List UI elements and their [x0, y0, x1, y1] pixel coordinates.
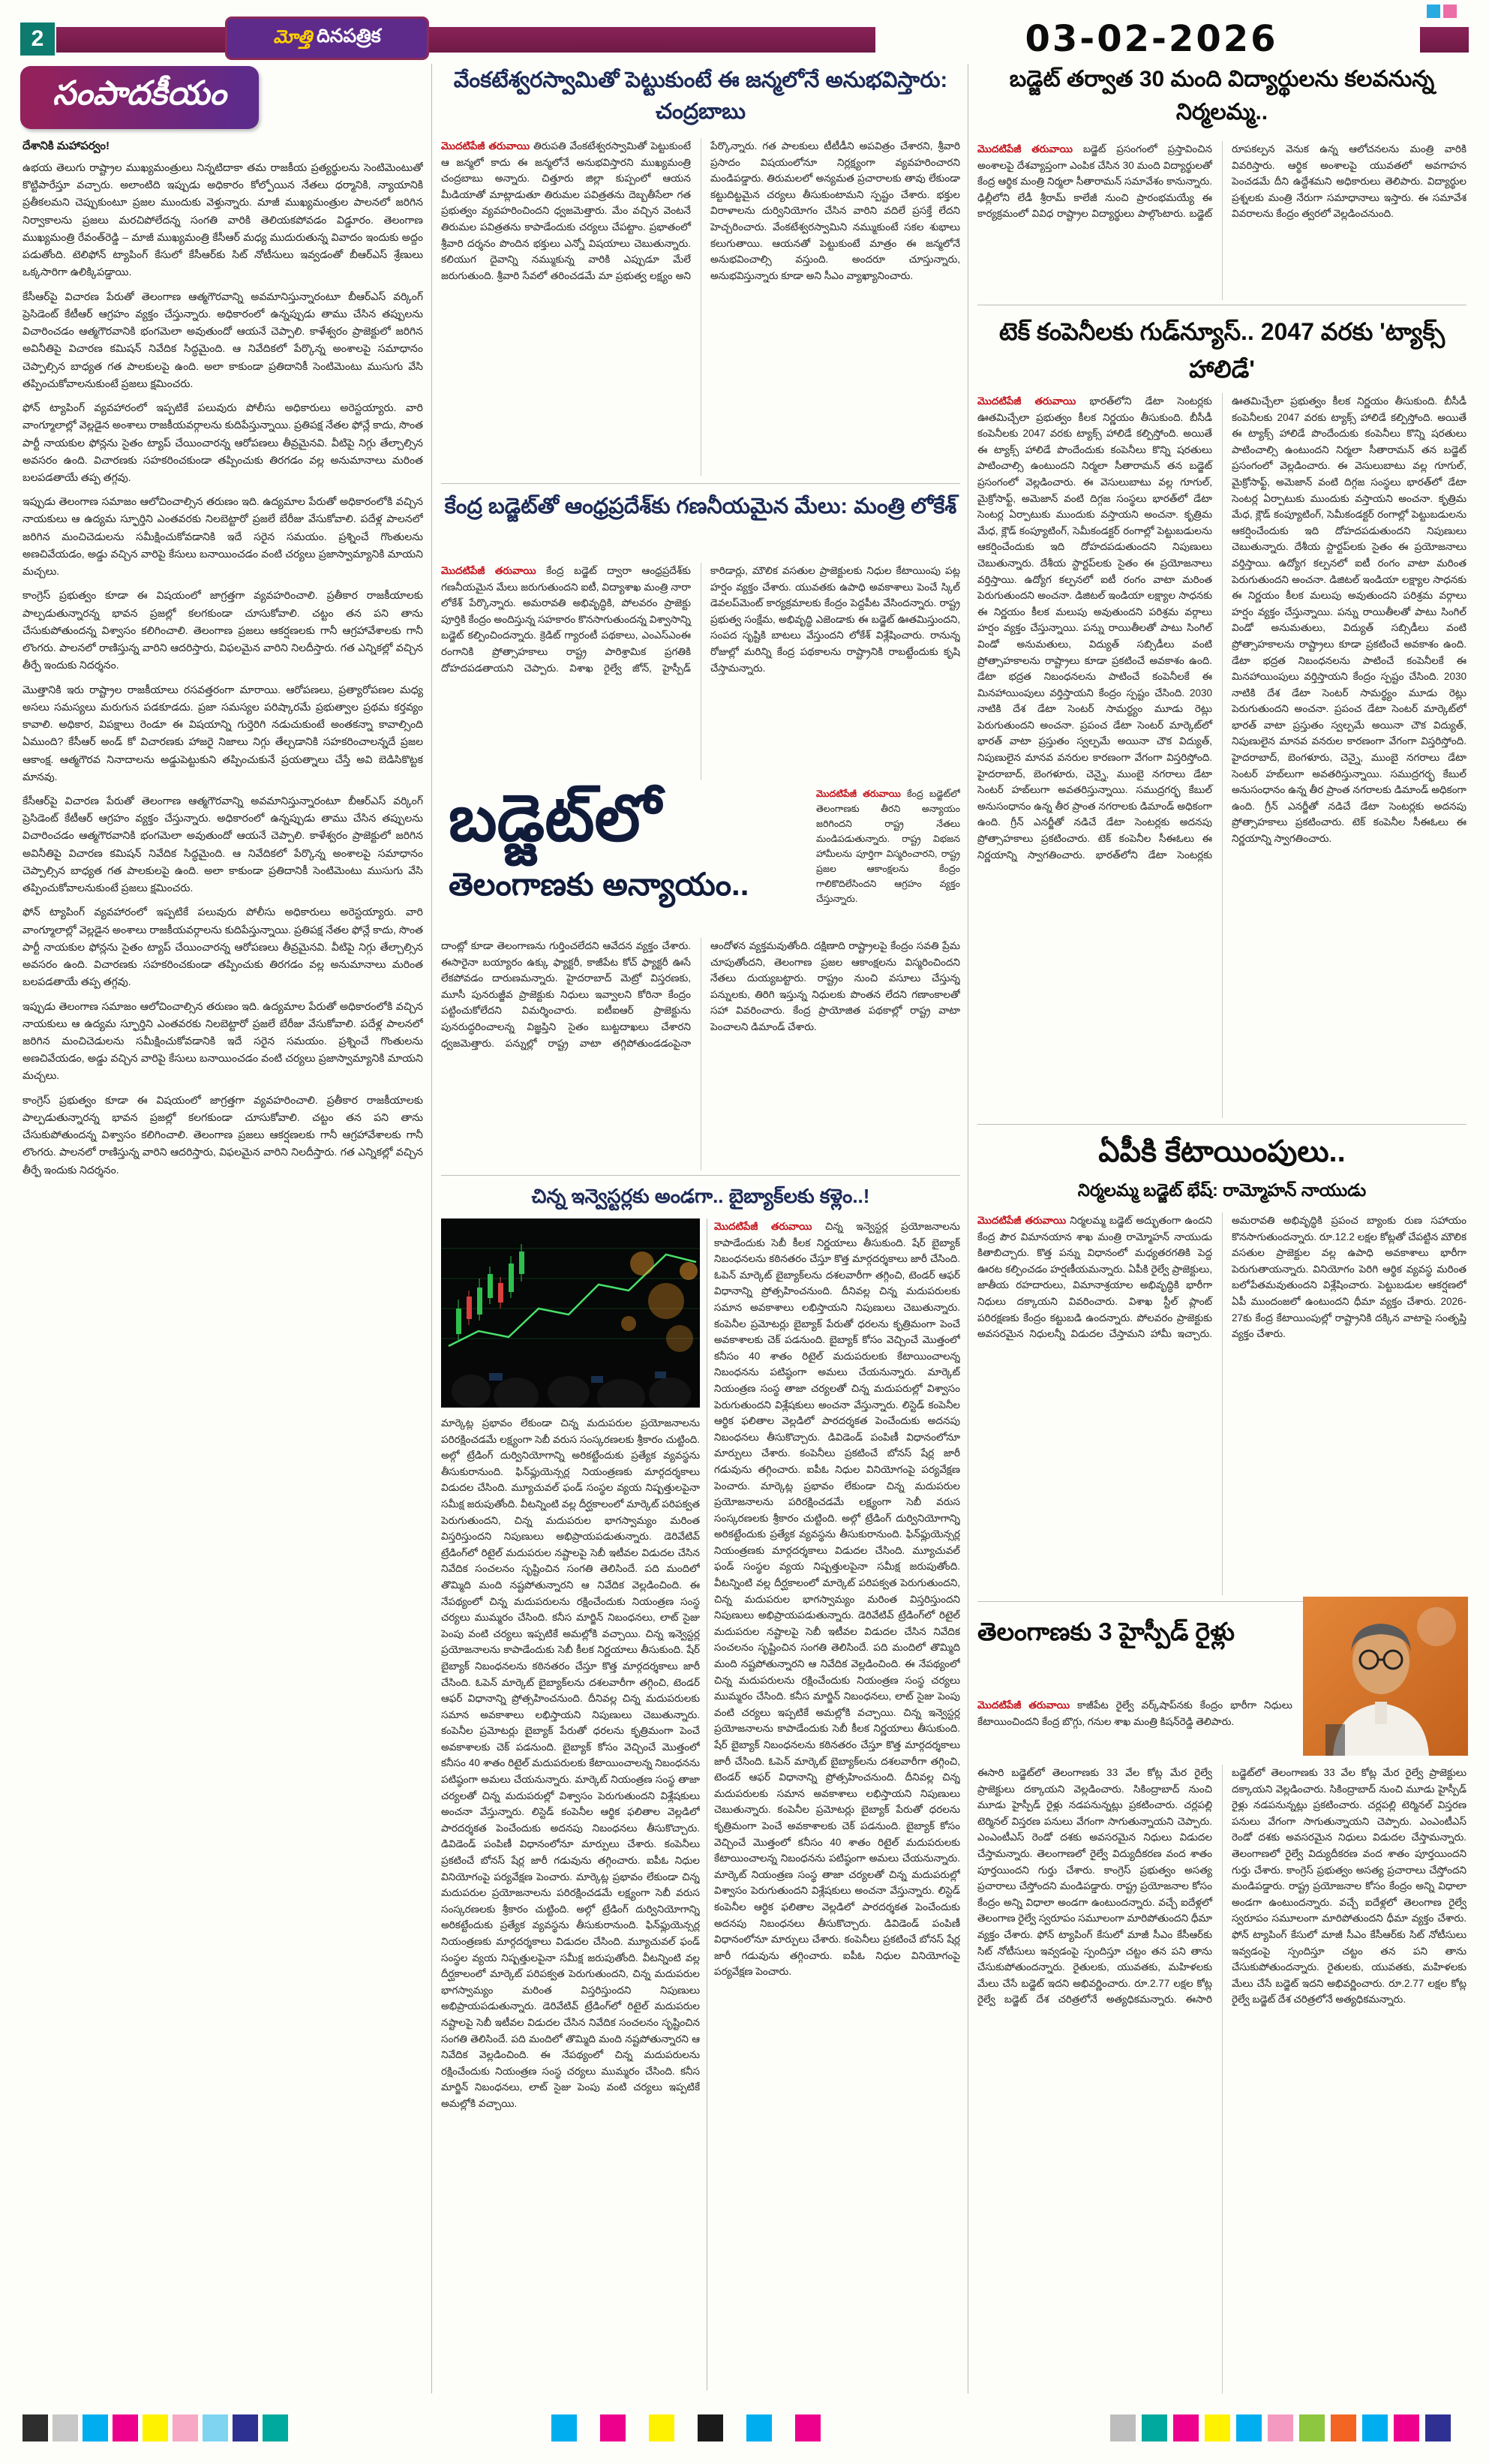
color-bar-swatch — [1331, 2414, 1356, 2441]
continued-from-page1: మొదటిపేజీ తరువాయి — [441, 565, 536, 576]
page-number: 2 — [20, 23, 55, 56]
color-bar-swatch — [551, 2414, 577, 2441]
color-bar-swatch — [143, 2414, 168, 2441]
editorial-body — [23, 159, 423, 2391]
continued-from-page1: మొదటిపేజీ తరువాయి — [977, 143, 1073, 155]
color-bar-swatch — [1205, 2414, 1230, 2441]
article-body-buyback-left — [441, 1415, 700, 2390]
article-text: భారత్‌లోని డేటా సెంటర్లకు ఊతమిచ్చేలా ప్రభుత్వం కీలక నిర్ణయం తీసుకుంది. బీసీడీ కంపెనీలకు 2047 వరకు ట్యాక్స్ హాలిడే కల్పిస్తోంది. అయితే ఈ ట్యాక్స్ హాలిడే పొందేందుకు కంపెనీలు కొన్ని షరతులు పాటించాల్సి ఉంటుందని నిర్మలా సీతారామన్ తన బడ్జెట్ ప్రసంగంలో వెల్లడించారు. ఈ వెసులుబాటు వల్ల గూగుల్, మైక్రోసాఫ్ట్, అమెజాన్ వంటి దిగ్గజ సంస్థలు భారత్‌లో డేటా సెంటర్ల ఏర్పాటుకు ముందుకు వస్తాయని అంచనా. కృత్రిమ మేధ, క్లౌడ్ కంప్యూటింగ్, సెమీకండక్టర్ రంగాల్లో పెట్టుబడులను ఆకర్షించేందుకు ఇది దోహదపడుతుందని నిపుణులు చెబుతున్నారు. దేశీయ స్టార్టప్‌లకు సైతం ఈ ప్రయోజనాలు వర్తిస్తాయి. ఉద్యోగ కల్పనలో ఐటీ రంగం వాటా మరింత పెరుగుతుందని అంచనా. డిజిటల్ ఇండియా లక్ష్యాల సాధనకు ఈ నిర్ణయం కీలక మలుపు అవుతుందని పరిశ్రమ వర్గాలు హర్షం వ్యక్తం చేస్తున్నాయి. పన్ను రాయితీలతో పాటు సింగిల్ విండో అనుమతులు, విద్యుత్ సబ్సిడీలు వంటి ప్రోత్సాహకాలను రాష్ట్రాలు కూడా ప్రకటించే అవకాశం ఉంది. డేటా భద్రత నిబంధనలను పాటించే కంపెనీలకే ఈ మినహాయింపులు వర్తిస్తాయని కేంద్రం స్పష్టం చేసింది. 2030 నాటికి దేశ డేటా సెంటర్ సామర్థ్యం మూడు రెట్లు పెరుగుతుందని అంచనా. ప్రపంచ డేటా సెంటర్ మార్కెట్‌లో భారత్ వాటా ప్రస్తుతం స్వల్పమే అయినా చౌక విద్యుత్, నిపుణులైన మానవ వనరుల కారణంగా వేగంగా విస్తరిస్తోంది. హైదరాబాద్, బెంగళూరు, చెన్నై, ముంబై నగరాలు డేటా సెంటర్ హబ్‌లుగా అవతరిస్తున్నాయి. సముద్రగర్భ కేబుల్ అనుసంధానం ఉన్న తీర ప్రాంత నగరాలకు డిమాండ్ అధికంగా ఉంది. గ్రీన్ ఎనర్జీతో నడిచే డేటా సెంటర్లకు అదనపు ప్రోత్సాహకాలు ప్రకటించారు. టెక్ కంపెనీల సీఈఓలు ఈ నిర్ణయాన్ని స్వాగతించారు. — [1095, 395, 1466, 861]
article-headline-nirmala-students: బడ్జెట్ తర్వాత 30 మంది విద్యార్థులను కలవనున్న నిర్మలమ్మ.. — [1009, 67, 1435, 125]
article-body-lokesh — [441, 563, 960, 780]
color-bar-swatch — [203, 2414, 228, 2441]
big-headline-injustice: తెలంగాణకు అన్యాయం.. — [449, 867, 749, 902]
editorial-lead: దేశానికి మహాపర్వం! — [23, 140, 110, 152]
color-bar-swatch — [1268, 2414, 1293, 2441]
article-divider — [441, 1175, 960, 1176]
article-side-column-budget-injustice — [816, 786, 960, 927]
color-bar-swatch — [23, 2414, 48, 2441]
article-intro-highspeed-trains — [977, 1697, 1292, 1759]
article-text: చిన్న ఇన్వెస్టర్ల ప్రయోజనాలను కాపాడేందుకు సెబీ కీలక నిర్ణయాలు తీసుకుంది. షేర్ బైబ్యాక్ నిబంధనలను కఠినతరం చేస్తూ కొత్త మార్గదర్శకాలు జారీ చేసింది. ఓపెన్ మార్కెట్ బైబ్యాక్‌లను దశలవారీగా తగ్గించి, టెండర్ ఆఫర్ విధానాన్ని ప్రోత్సహించనుంది. దీనివల్ల చిన్న మదుపరులకు సమాన అవకాశాలు లభిస్తాయని నిపుణులు చెబుతున్నారు. కంపెనీల ప్రమోటర్లు బైబ్యాక్ పేరుతో ధరలను కృత్రిమంగా పెంచే అవకాశాలకు చెక్ పడనుంది. బైబ్యాక్ కోసం వెచ్చించే మొత్తంలో కనీసం 40 శాతం రిటైల్ మదుపరులకు కేటాయించాలన్న నిబంధనను పటిష్ఠంగా అమలు చేయనున్నారు. మార్కెట్ నియంత్రణ సంస్థ తాజా చర్యలతో చిన్న మదుపరుల్లో విశ్వాసం పెరుగుతుందని విశ్లేషకులు అంచనా వేస్తున్నారు. లిస్టెడ్ కంపెనీల ఆర్థిక ఫలితాల వెల్లడిలో పారదర్శకత పెంచేందుకు అదనపు నిబంధనలు తీసుకొచ్చారు. డివిడెండ్ పంపిణీ విధానంలోనూ మార్పులు చేశారు. కంపెనీలు ప్రకటించే బోనస్ షేర్ల జారీ గడువును తగ్గించారు. ఐపీఓ నిధుల వినియోగంపై పర్యవేక్షణ పెంచారు. — [714, 1706, 960, 1978]
article-body-ap-allocations — [977, 1212, 1466, 1595]
color-bar-swatch — [1425, 2414, 1451, 2441]
article-body-highspeed-trains — [977, 1765, 1466, 2393]
editorial-paragraph: ఫోన్ ట్యాపింగ్ వ్యవహారంలో ఇప్పటికే పలువురు పోలీసు అధికారులు అరెస్టయ్యారు. వారి వాంగ్మూలాల్లో వెల్లడైన అంశాలు రాజకీయవర్గాలను కుదిపేస్తున్నాయి. ప్రతిపక్ష నేతల ఫోన్లే కాదు, సొంత పార్టీ నాయకుల ఫోన్లను సైతం ట్యాప్ చేయించారన్న ఆరోపణలు తీవ్రమైనవి. వీటిపై నిగ్గు తేల్చాల్సిన అవసరం ఉంది. విచారణకు సహకరించకుండా తప్పించుకు తిరగడం వల్ల అనుమానాలు మరింత బలపడతాయే తప్ప తగ్గవు. — [23, 401, 423, 483]
color-bar-swatch — [698, 2414, 723, 2441]
color-bar-swatch — [263, 2414, 288, 2441]
continued-from-page1: మొదటిపేజీ తరువాయి — [977, 1215, 1067, 1226]
editorial-paragraph: కేసీఆర్‌పై విచారణ పేరుతో తెలంగాణ ఆత్మగౌరవాన్ని అవమానిస్తున్నారంటూ బీఆర్ఎస్ వర్కింగ్ ప్రెసిడెంట్ కేటీఆర్ ఆగ్రహం వ్యక్తం చేస్తున్నారు. అధికారంలో ఉన్నప్పుడు తాము చేసిన తప్పులను విచారించడం ఆత్మగౌరవానికి భంగమెలా అవుతుందో ఆయనే చెప్పాలి. కాళేశ్వరం ప్రాజెక్టులో జరిగిన అవినీతిపై విచారణ కమిషన్ నివేదిక సిద్ధమైంది. ఆ నివేదికలో పేర్కొన్న అంశాలపై సమాధానం చెప్పాల్సిన బాధ్యత గత పాలకులపై ఉంది. అలా కాకుండా ప్రతిదానికీ సెంటిమెంటు ముసుగు వేసి తప్పించుకోవాలనుకుంటే ప్రజలు క్షమించరు. — [23, 794, 423, 894]
article-body-tax-holiday — [977, 393, 1466, 1118]
article-headline-buyback: చిన్న ఇన్వెస్టర్లకు అండగా.. బైబ్యాక్‌లకు కళ్లెం..! — [531, 1185, 870, 1207]
article-headline-chandrababu: వేంకటేశ్వరస్వామితో పెట్టుకుంటే ఈ జన్మలోనే అనుభవిస్తారు: చంద్రబాబు — [453, 68, 948, 125]
article-text: భారత్‌లోని డేటా సెంటర్లకు ఊతమిచ్చేలా ప్రభుత్వం కీలక నిర్ణయం తీసుకుంది. బీసీడీ కంపెనీలకు 2047 వరకు ట్యాక్స్ హాలిడే కల్పిస్తోంది. అయితే ఈ ట్యాక్స్ హాలిడే పొందేందుకు కంపెనీలు కొన్ని షరతులు పాటించాల్సి ఉంటుందని నిర్మలా సీతారామన్ తన బడ్జెట్ ప్రసంగంలో వెల్లడించారు. ఈ వెసులుబాటు వల్ల గూగుల్, మైక్రోసాఫ్ట్, అమెజాన్ వంటి దిగ్గజ సంస్థలు భారత్‌లో డేటా సెంటర్ల ఏర్పాటుకు ముందుకు వస్తాయని అంచనా. కృత్రిమ మేధ, క్లౌడ్ కంప్యూటింగ్, సెమీకండక్టర్ రంగాల్లో పెట్టుబడులను ఆకర్షించేందుకు ఇది దోహదపడుతుందని నిపుణులు చెబుతున్నారు. దేశీయ స్టార్టప్‌లకు సైతం ఈ ప్రయోజనాలు వర్తిస్తాయి. ఉద్యోగ కల్పనలో ఐటీ రంగం వాటా మరింత పెరుగుతుందని అంచనా. డిజిటల్ ఇండియా లక్ష్యాల సాధనకు ఈ నిర్ణయం కీలక మలుపు అవుతుందని పరిశ్రమ వర్గాలు హర్షం వ్యక్తం చేస్తున్నాయి. పన్ను రాయితీలతో పాటు సింగిల్ విండో అనుమతులు, విద్యుత్ సబ్సిడీలు వంటి ప్రోత్సాహకాలను రాష్ట్రాలు కూడా ప్రకటించే అవకాశం ఉంది. డేటా భద్రత నిబంధనలను పాటించే కంపెనీలకే ఈ మినహాయింపులు వర్తిస్తాయని కేంద్రం స్పష్టం చేసింది. 2030 నాటికి దేశ డేటా సెంటర్ సామర్థ్యం మూడు రెట్లు పెరుగుతుందని అంచనా. ప్రపంచ డేటా సెంటర్ మార్కెట్‌లో భారత్ వాటా ప్రస్తుతం స్వల్పమే అయినా చౌక విద్యుత్, నిపుణులైన మానవ వనరుల కారణంగా వేగంగా విస్తరిస్తోంది. హైదరాబాద్, బెంగళూరు, చెన్నై, ముంబై నగరాలు డేటా సెంటర్ హబ్‌లుగా అవతరిస్తున్నాయి. సముద్రగర్భ కేబుల్ అనుసంధానం ఉన్న తీర ప్రాంత నగరాలకు డిమాండ్ అధికంగా ఉంది. గ్రీన్ ఎనర్జీతో నడిచే డేటా సెంటర్లకు అదనపు ప్రోత్సాహకాలు ప్రకటించారు. టెక్ కంపెనీల సీఈఓలు ఈ నిర్ణయాన్ని స్వాగతించారు. — [977, 395, 1212, 861]
stock-market-photo — [441, 1218, 700, 1408]
article-text: మార్కెట్ల ప్రభావం లేకుండా చిన్న మదుపరుల ప్రయోజనాలను పరిరక్షించడమే లక్ష్యంగా సెబీ వరుస సంస్కరణలకు శ్రీకారం చుట్టింది. అల్గో ట్రేడింగ్ దుర్వినియోగాన్ని అరికట్టేందుకు ప్రత్యేక వ్యవస్థను తీసుకురానుంది. ఫిన్‌ఫ్లుయెన్సర్ల నియంత్రణకు మార్గదర్శకాలు విడుదల చేసింది. మ్యూచువల్ ఫండ్ సంస్థల వ్యయ నిష్పత్తులపైనా సమీక్ష జరుపుతోంది. వీటన్నింటి వల్ల దీర్ఘకాలంలో మార్కెట్ పరిపక్వత పెరుగుతుందని, చిన్న మదుపరుల భాగస్వామ్యం మరింత విస్తరిస్తుందని నిపుణులు అభిప్రాయపడుతున్నారు. డెరివేటివ్ ట్రేడింగ్‌లో రిటైల్ మదుపరుల నష్టాలపై సెబీ ఇటీవల విడుదల చేసిన నివేదిక సంచలనం సృష్టించిన సంగతి తెలిసిందే. పది మందిలో తొమ్మిది మంది నష్టపోతున్నారని ఆ నివేదిక వెల్లడించింది. ఈ నేపథ్యంలో చిన్న మదుపరులను రక్షించేందుకు నియంత్రణ సంస్థ చర్యలు ముమ్మరం చేసింది. కనీస మార్జిన్ నిబంధనలు, లాట్ సైజు పెంపు వంటి చర్యలు ఇప్పటికే అమల్లోకి వచ్చాయి. — [714, 1480, 960, 1718]
editorial-paragraph: ఇప్పుడు తెలంగాణ సమాజం ఆలోచించాల్సిన తరుణం ఇది. ఉద్యమాల పేరుతో అధికారంలోకి వచ్చిన నాయకులు ఆ ఉద్యమ స్ఫూర్తిని ఎంతవరకు నిలబెట్టారో ప్రజలే బేరీజు వేసుకోవాలి. పదేళ్ల పాలనలో జరిగిన మంచిచెడులను సమీక్షించుకోవడానికి ఇదే సరైన సమయం. ప్రశ్నించే గొంతులను అణచివేయడం, అడ్డు వచ్చిన వారిపై కేసులు బనాయించడం వంటి చర్యలు ప్రజాస్వామ్యానికి మాయని మచ్చలు. — [23, 495, 423, 578]
editorial-paragraph: ఇప్పుడు తెలంగాణ సమాజం ఆలోచించాల్సిన తరుణం ఇది. ఉద్యమాల పేరుతో అధికారంలోకి వచ్చిన నాయకులు ఆ ఉద్యమ స్ఫూర్తిని ఎంతవరకు నిలబెట్టారో ప్రజలే బేరీజు వేసుకోవాలి. పదేళ్ల పాలనలో జరిగిన మంచిచెడులను సమీక్షించుకోవడానికి ఇదే సరైన సమయం. ప్రశ్నించే గొంతులను అణచివేయడం, అడ్డు వచ్చిన వారిపై కేసులు బనాయించడం వంటి చర్యలు ప్రజాస్వామ్యానికి మాయని మచ్చలు. — [23, 999, 423, 1082]
article-headline-lokesh: కేంద్ర బడ్జెట్‌తో ఆంధ్రప్రదేశ్‌కు గణనీయమైన మేలు: మంత్రి లోకేశ్ — [444, 494, 957, 518]
logo-main-text: దినపత్రిక — [317, 25, 381, 47]
article-text: కాజీపేట రైల్వే వర్క్‌షాప్‌నకు కేంద్రం భారీగా నిధులు కేటాయించిందని కేంద్ర బొగ్గు, గనుల శాఖ మంత్రి కిషన్‌రెడ్డి తెలిపారు. — [977, 1699, 1292, 1727]
article-body-buyback-right — [714, 1218, 960, 2390]
article-headline-ap-allocations: ఏపీకి కేటాయింపులు.. — [1098, 1135, 1346, 1168]
article-body-budget-injustice — [441, 938, 960, 1170]
editorial-paragraph: ఉభయ తెలుగు రాష్ట్రాల ముఖ్యమంత్రులు నిన్నటిదాకా తమ రాజకీయ ప్రత్యర్థులను సెంటిమెంటుతో కొట్టిపారేస్తూ వచ్చారు. అలాంటిది ఇప్పుడు అధికారం కోల్పోయిన నేతలు ధర్మానికి, న్యాయానికి ప్రతీకలమని చెప్పుకుంటూ ప్రజల ముందుకు వెళ్తున్నారు. మాజీ ముఖ్యమంత్రుల పాలనలో జరిగిన నిర్వాకాలను ప్రజలు మరచిపోలేదన్న సంగతి వారికి తెలియకపోవడం విడ్డూరం. తెలంగాణ ముఖ్యమంత్రి రేవంత్‌రెడ్డి – మాజీ ముఖ్యమంత్రి కేసీఆర్ మధ్య ముదురుతున్న వివాదం ఇందుకు అద్దం పడుతోంది. టెలిఫోన్ ట్యాపింగ్ కేసులో కేసీఆర్‌కు సిట్ నోటీసులు ఇవ్వడంతో బీఆర్ఎస్ శ్రేణులు ఒక్కసారిగా ఉలిక్కిపడ్డాయి. — [23, 161, 423, 278]
color-bar-swatch — [649, 2414, 674, 2441]
logo-script-text: మోత్తి — [273, 25, 313, 47]
article-text: చిన్న ఇన్వెస్టర్ల ప్రయోజనాలను కాపాడేందుకు సెబీ కీలక నిర్ణయాలు తీసుకుంది. షేర్ బైబ్యాక్ నిబంధనలను కఠినతరం చేస్తూ కొత్త మార్గదర్శకాలు జారీ చేసింది. ఓపెన్ మార్కెట్ బైబ్యాక్‌లను దశలవారీగా తగ్గించి, టెండర్ ఆఫర్ విధానాన్ని ప్రోత్సహించనుంది. దీనివల్ల చిన్న మదుపరులకు సమాన అవకాశాలు లభిస్తాయని నిపుణులు చెబుతున్నారు. కంపెనీల ప్రమోటర్లు బైబ్యాక్ పేరుతో ధరలను కృత్రిమంగా పెంచే అవకాశాలకు చెక్ పడనుంది. బైబ్యాక్ కోసం వెచ్చించే మొత్తంలో కనీసం 40 శాతం రిటైల్ మదుపరులకు కేటాయించాలన్న నిబంధనను పటిష్ఠంగా అమలు చేయనున్నారు. మార్కెట్ నియంత్రణ సంస్థ తాజా చర్యలతో చిన్న మదుపరుల్లో విశ్వాసం పెరుగుతుందని విశ్లేషకులు అంచనా వేస్తున్నారు. లిస్టెడ్ కంపెనీల ఆర్థిక ఫలితాల వెల్లడిలో పారదర్శకత పెంచేందుకు అదనపు నిబంధనలు తీసుకొచ్చారు. డివిడెండ్ పంపిణీ విధానంలోనూ మార్పులు చేశారు. కంపెనీలు ప్రకటించే బోనస్ షేర్ల జారీ గడువును తగ్గించారు. ఐపీఓ నిధుల వినియోగంపై పర్యవేక్షణ పెంచారు. — [714, 1221, 960, 1492]
continued-from-page1: మొదటిపేజీ తరువాయి — [714, 1221, 812, 1232]
editorial-paragraph: మొత్తానికి ఇరు రాష్ట్రాల రాజకీయాలు రసవత్తరంగా మారాయి. ఆరోపణలు, ప్రత్యారోపణల మధ్య అసలు సమస్యలు మరుగున పడకూడదు. ప్రజా సమస్యల పరిష్కారమే ప్రభుత్వాల ప్రథమ కర్తవ్యం కావాలి. అధికార, విపక్షాలు రెండూ ఈ విషయాన్ని గుర్తెరిగి నడుచుకుంటే అంతకన్నా కావాల్సింది ఏముంది? కేసీఆర్ అండ్ కో విచారణకు హాజరై నిజాలు నిగ్గు తేల్చడానికి సహకరించాలన్నదే ప్రజల ఆకాంక్ష. ఆత్మగౌరవ నినాదాలను అడ్డుపెట్టుకుని తప్పించుకునే ప్రయత్నాలు చేస్తే అవి బెడిసికొట్టక మానవు. — [23, 683, 423, 783]
article-divider — [977, 1124, 1466, 1125]
registration-patch-pink — [1443, 5, 1457, 18]
editorial-paragraph: ఫోన్ ట్యాపింగ్ వ్యవహారంలో ఇప్పటికే పలువురు పోలీసు అధికారులు అరెస్టయ్యారు. వారి వాంగ్మూలాల్లో వెల్లడైన అంశాలు రాజకీయవర్గాలను కుదిపేస్తున్నాయి. ప్రతిపక్ష నేతల ఫోన్లే కాదు, సొంత పార్టీ నాయకుల ఫోన్లను సైతం ట్యాప్ చేయించారన్న ఆరోపణలు తీవ్రమైనవి. వీటిపై నిగ్గు తేల్చాల్సిన అవసరం ఉంది. విచారణకు సహకరించకుండా తప్పించుకు తిరగడం వల్ల అనుమానాలు మరింత బలపడతాయే తప్ప తగ్గవు. — [23, 906, 423, 988]
article-body-chandrababu — [441, 138, 960, 476]
color-bar-swatch — [1299, 2414, 1325, 2441]
article-text: తిరుపతి వేంకటేశ్వరస్వామితో పెట్టుకుంటే ఆ జన్మలో కాదు ఈ జన్మలోనే అనుభవిస్తారని ముఖ్యమంత్రి చంద్రబాబు అన్నారు. చిత్తూరు జిల్లా కుప్పంలో ఆయన మీడియాతో మాట్లాడుతూ తిరుమల పవిత్రతను దెబ్బతీసేలా గత ప్రభుత్వం వ్యవహరించిందని ధ్వజమెత్తారు. మేం వచ్చిన వెంటనే తిరుమల పవిత్రతను కాపాడేందుకు చర్యలు చేపట్టాం. ప్రభాతంలో శ్రీవారి దర్శనం పొందిన భక్తులు ఎన్నో విషయాలు చెబుతున్నారు. కలియుగ దైవాన్ని నమ్ముకున్న వారికి ఎప్పుడూ మేలే జరుగుతుంది. శ్రీవారి సేవలో తరించడమే మా ప్రభుత్వ లక్ష్యం అని పేర్కొన్నారు. గత పాలకులు టీటీడీని అపవిత్రం చేశారని, శ్రీవారి ప్రసాదం విషయంలోనూ నిర్లక్ష్యంగా వ్యవహరించారని మండిపడ్డారు. తిరుమలలో అన్యమత ప్రచారాలకు తావు లేకుండా కట్టుదిట్టమైన చర్యలు తీసుకుంటామని స్పష్టం చేశారు. భక్తుల విరాళాలను దుర్వినియోగం చేసిన వారిని వదిలే ప్రసక్తే లేదని హెచ్చరించారు. వేంకటేశ్వరస్వామిని నమ్ముకుంటే సకల శుభాలు కలుగుతాయి. ఆయనతో పెట్టుకుంటే మాత్రం ఈ జన్మలోనే అనుభవించాల్సి వస్తుంది. అందరూ చూస్తున్నారు, అనుభవిస్తున్నారు కూడా అని సీఎం వ్యాఖ్యానించారు. — [441, 140, 960, 281]
article-text: దాంట్లో కూడా తెలంగాణను గుర్తించలేదని ఆవేదన వ్యక్తం చేశారు. ఈసారైనా బయ్యారం ఉక్కు ఫ్యాక్టరీ, కాజీపేట కోచ్ ఫ్యాక్టరీ ఊసే లేకపోవడం దారుణమన్నారు. హైదరాబాద్ మెట్రో విస్తరణకు, మూసీ పునరుజ్జీవ ప్రాజెక్టుకు నిధులు ఇవ్వాలని కోరినా కేంద్రం పట్టించుకోలేదని విమర్శించారు. ఐటీఐఆర్ ప్రాజెక్టును పునరుద్ధరించాలన్న విజ్ఞప్తిని సైతం బుట్టదాఖలు చేశారని ధ్వజమెత్తారు. పన్నుల్లో రాష్ట్ర వాటా తగ్గిపోతుండడంపైనా ఆందోళన వ్యక్తమవుతోంది. దక్షిణాది రాష్ట్రాలపై కేంద్రం సవతి ప్రేమ చూపుతోందని, తెలంగాణ ప్రజల ఆకాంక్షలను విస్మరించిందని నేతలు దుయ్యబట్టారు. రాష్ట్రం నుంచి వసూలు చేస్తున్న పన్నులకు, తిరిగి ఇస్తున్న నిధులకు పొంతన లేదని గణాంకాలతో సహా వివరించారు. కేంద్ర ప్రాయోజిత పథకాల్లో రాష్ట్ర వాటా పెంచాలని డిమాండ్ చేశారు. — [441, 940, 960, 1049]
color-bar-swatch — [113, 2414, 138, 2441]
article-text: ఈసారి బడ్జెట్‌లో తెలంగాణకు 33 వేల కోట్ల మేర రైల్వే ప్రాజెక్టులు దక్కాయని వెల్లడించారు. సికింద్రాబాద్ నుంచి మూడు హైస్పీడ్ రైళ్లు నడపనున్నట్లు ప్రకటించారు. చర్లపల్లి టెర్మినల్ విస్తరణ పనులు వేగంగా సాగుతున్నాయని చెప్పారు. ఎంఎంటీఎస్ రెండో దశకు అవసరమైన నిధులు విడుదల చేస్తామన్నారు. తెలంగాణలో రైల్వే విద్యుదీకరణ వంద శాతం పూర్తయిందని గుర్తు చేశారు. కాంగ్రెస్ ప్రభుత్వం అసత్య ప్రచారాలు చేస్తోందని మండిపడ్డారు. రాష్ట్ర ప్రయోజనాల కోసం కేంద్రం అన్ని విధాలా అండగా ఉంటుందన్నారు. వచ్చే ఐదేళ్లలో తెలంగాణ రైల్వే స్వరూపం సమూలంగా మారిపోతుందని ధీమా వ్యక్తం చేశారు. ఫోన్ ట్యాపింగ్ కేసులో మాజీ సీఎం కేసీఆర్‌కు సిట్ నోటీసులు ఇవ్వడంపై స్పందిస్తూ చట్టం తన పని తాను చేసుకుపోతుందన్నారు. రైతులకు, యువతకు, మహిళలకు మేలు చేసే బడ్జెట్ ఇదని అభివర్ణించారు. రూ.2.77 లక్షల కోట్ల రైల్వే బడ్జెట్ దేశ చరిత్రలోనే అత్యధికమన్నారు. — [1185, 1767, 1466, 2006]
article-text: కేంద్ర బడ్జెట్‌లో తెలంగాణకు తీరని అన్యాయం జరిగిందని రాష్ట్ర నేతలు మండిపడుతున్నారు. రాష్ట్ర విభజన హామీలను పూర్తిగా విస్మరించారని, రాష్ట్ర ప్రజల ఆకాంక్షలను కేంద్రం గాలికొదిలేసిందని ఆగ్రహం వ్యక్తం చేస్తున్నారు. — [816, 789, 960, 904]
column-divider — [431, 64, 432, 2393]
color-bar-swatch — [1142, 2414, 1167, 2441]
article-text: ఈసారి బడ్జెట్‌లో తెలంగాణకు 33 వేల కోట్ల మేర రైల్వే ప్రాజెక్టులు దక్కాయని వెల్లడించారు. సికింద్రాబాద్ నుంచి మూడు హైస్పీడ్ రైళ్లు నడపనున్నట్లు ప్రకటించారు. చర్లపల్లి టెర్మినల్ విస్తరణ పనులు వేగంగా సాగుతున్నాయని చెప్పారు. ఎంఎంటీఎస్ రెండో దశకు అవసరమైన నిధులు విడుదల చేస్తామన్నారు. తెలంగాణలో రైల్వే విద్యుదీకరణ వంద శాతం పూర్తయిందని గుర్తు చేశారు. కాంగ్రెస్ ప్రభుత్వం అసత్య ప్రచారాలు చేస్తోందని మండిపడ్డారు. రాష్ట్ర ప్రయోజనాల కోసం కేంద్రం అన్ని విధాలా అండగా ఉంటుందన్నారు. వచ్చే ఐదేళ్లలో తెలంగాణ రైల్వే స్వరూపం సమూలంగా మారిపోతుందని ధీమా వ్యక్తం చేశారు. ఫోన్ ట్యాపింగ్ కేసులో మాజీ సీఎం కేసీఆర్‌కు సిట్ నోటీసులు ఇవ్వడంపై స్పందిస్తూ చట్టం తన పని తాను చేసుకుపోతుందన్నారు. రైతులకు, యువతకు, మహిళలకు మేలు చేసే బడ్జెట్ ఇదని అభివర్ణించారు. రూ.2.77 లక్షల కోట్ల రైల్వే బడ్జెట్ దేశ చరిత్రలోనే అత్యధికమన్నారు. — [977, 1767, 1212, 2006]
editorial-paragraph: కాంగ్రెస్ ప్రభుత్వం కూడా ఈ విషయంలో జాగ్రత్తగా వ్యవహరించాలి. ప్రతీకార రాజకీయాలకు పాల్పడుతున్నారన్న భావన ప్రజల్లో కలగకుండా చూసుకోవాలి. చట్టం తన పని తాను చేసుకుపోతుందన్న విశ్వాసం కలిగించాలి. తెలంగాణ ప్రజలు ఆకర్షణలకు గానీ ఆగ్రహావేశాలకు గానీ లొంగరు. పాలనలో రాణిస్తున్న వారిని ఆదరిస్తారు, విఫలమైన వారిని నిలదీస్తారు. గత ఎన్నికల్లో వచ్చిన తీర్పే ఇందుకు నిదర్శనం. — [23, 589, 423, 672]
color-bar-swatch — [53, 2414, 78, 2441]
article-text: బడ్జెట్ ప్రసంగంలో ప్రస్తావించిన అంశాలపై దేశవ్యాప్తంగా ఎంపిక చేసిన 30 మంది విద్యార్థులతో కేంద్ర ఆర్థిక మంత్రి నిర్మలా సీతారామన్ సమావేశం కానున్నారు. ఢిల్లీలోని లేడీ శ్రీరామ్ కాలేజీ నుంచి ప్రారంభమయ్యే ఈ కార్యక్రమంలో వివిధ రాష్ట్రాల విద్యార్థులు పాల్గొంటారు. బడ్జెట్ రూపకల్పన వెనుక ఉన్న ఆలోచనలను మంత్రి వారికి వివరిస్తారు. ఆర్థిక అంశాలపై యువతలో అవగాహన పెంచడమే దీని ఉద్దేశమని అధికారులు తెలిపారు. విద్యార్థుల ప్రశ్నలకు మంత్రి నేరుగా సమాధానాలు ఇస్తారు. ఈ సమావేశ వివరాలను కేంద్రం త్వరలో వెల్లడించనుంది. — [977, 143, 1466, 220]
article-headline-highspeed-trains: తెలంగాణకు 3 హైస్పీడ్ రైళ్లు — [977, 1618, 1235, 1645]
masthead-bar-left — [56, 27, 875, 53]
editorial-paragraph: కేసీఆర్‌పై విచారణ పేరుతో తెలంగాణ ఆత్మగౌరవాన్ని అవమానిస్తున్నారంటూ బీఆర్ఎస్ వర్కింగ్ ప్రెసిడెంట్ కేటీఆర్ ఆగ్రహం వ్యక్తం చేస్తున్నారు. అధికారంలో ఉన్నప్పుడు తాము చేసిన తప్పులను విచారించడం ఆత్మగౌరవానికి భంగమెలా అవుతుందో ఆయనే చెప్పాలి. కాళేశ్వరం ప్రాజెక్టులో జరిగిన అవినీతిపై విచారణ కమిషన్ నివేదిక సిద్ధమైంది. ఆ నివేదికలో పేర్కొన్న అంశాలపై సమాధానం చెప్పాల్సిన బాధ్యత గత పాలకులపై ఉంది. అలా కాకుండా ప్రతిదానికీ సెంటిమెంటు ముసుగు వేసి తప్పించుకోవాలనుకుంటే ప్రజలు క్షమించరు. — [23, 290, 423, 389]
article-text: మార్కెట్ల ప్రభావం లేకుండా చిన్న మదుపరుల ప్రయోజనాలను పరిరక్షించడమే లక్ష్యంగా సెబీ వరుస సంస్కరణలకు శ్రీకారం చుట్టింది. అల్గో ట్రేడింగ్ దుర్వినియోగాన్ని అరికట్టేందుకు ప్రత్యేక వ్యవస్థను తీసుకురానుంది. ఫిన్‌ఫ్లుయెన్సర్ల నియంత్రణకు మార్గదర్శకాలు విడుదల చేసింది. మ్యూచువల్ ఫండ్ సంస్థల వ్యయ నిష్పత్తులపైనా సమీక్ష జరుపుతోంది. వీటన్నింటి వల్ల దీర్ఘకాలంలో మార్కెట్ పరిపక్వత పెరుగుతుందని, చిన్న మదుపరుల భాగస్వామ్యం మరింత విస్తరిస్తుందని నిపుణులు అభిప్రాయపడుతున్నారు. డెరివేటివ్ ట్రేడింగ్‌లో రిటైల్ మదుపరుల నష్టాలపై సెబీ ఇటీవల విడుదల చేసిన నివేదిక సంచలనం సృష్టించిన సంగతి తెలిసిందే. పది మందిలో తొమ్మిది మంది నష్టపోతున్నారని ఆ నివేదిక వెల్లడించింది. ఈ నేపథ్యంలో చిన్న మదుపరులను రక్షించేందుకు నియంత్రణ సంస్థ చర్యలు ముమ్మరం చేసింది. కనీస మార్జిన్ నిబంధనలు, లాట్ సైజు పెంపు వంటి చర్యలు ఇప్పటికే అమల్లోకి వచ్చాయి. — [441, 1871, 700, 2109]
color-bar-swatch — [1110, 2414, 1136, 2441]
continued-from-page1: మొదటిపేజీ తరువాయి — [977, 395, 1076, 407]
big-headline-budget: బడ్జెట్‌లో — [449, 783, 662, 855]
continued-from-page1: మొదటిపేజీ తరువాయి — [977, 1699, 1070, 1711]
color-bar-swatch — [173, 2414, 198, 2441]
article-body-nirmala-students — [977, 141, 1466, 300]
registration-patch-cyan — [1427, 5, 1440, 18]
color-bar-swatch — [1394, 2414, 1419, 2441]
color-bar-swatch — [1236, 2414, 1262, 2441]
article-text: కేంద్ర బడ్జెట్ ద్వారా ఆంధ్రప్రదేశ్‌కు గణనీయమైన మేలు జరుగుతుందని ఐటీ, విద్యాశాఖ మంత్రి నారా లోకేశ్ పేర్కొన్నారు. అమరావతి అభివృద్ధికి, పోలవరం ప్రాజెక్టు పూర్తికి కేంద్రం అందిస్తున్న సహకారం కొనసాగుతుందన్న విశ్వాసాన్ని బడ్జెట్ కల్పించిందన్నారు. క్రెడిట్ గ్యారంటీ పథకాలు, ఎంఎస్ఎంఈ రంగానికి ప్రోత్సాహకాలు రాష్ట్ర పారిశ్రామిక ప్రగతికి దోహదపడతాయని చెప్పారు. విశాఖ రైల్వే జోన్, హైస్పీడ్ కారిడార్లు, మౌలిక వసతుల ప్రాజెక్టులకు నిధుల కేటాయింపు పట్ల హర్షం వ్యక్తం చేశారు. యువతకు ఉపాధి అవకాశాలు పెంచే స్కిల్ డెవలప్‌మెంట్ కార్యక్రమాలకు కేంద్రం పెద్దపీట వేసిందన్నారు. రాష్ట్ర ప్రభుత్వ సంక్షేమ, అభివృద్ధి ఎజెండాకు ఈ బడ్జెట్ ఊతమిస్తుందని, సంపద సృష్టికి బాటలు వేస్తుందని లోకేశ్ విశ్లేషించారు. రానున్న రోజుల్లో మరిన్ని కేంద్ర పథకాలను రాష్ట్రానికి రాబట్టేందుకు కృషి చేస్తామన్నారు. — [441, 565, 960, 674]
editorial-banner: సంపాదకీయం — [20, 66, 259, 129]
newspaper-logo — [225, 17, 429, 60]
color-bar-swatch — [746, 2414, 772, 2441]
masthead-bar-right — [1420, 27, 1469, 53]
color-bar-swatch — [600, 2414, 626, 2441]
editorial-paragraph: కాంగ్రెస్ ప్రభుత్వం కూడా ఈ విషయంలో జాగ్రత్తగా వ్యవహరించాలి. ప్రతీకార రాజకీయాలకు పాల్పడుతున్నారన్న భావన ప్రజల్లో కలగకుండా చూసుకోవాలి. చట్టం తన పని తాను చేసుకుపోతుందన్న విశ్వాసం కలిగించాలి. తెలంగాణ ప్రజలు ఆకర్షణలకు గానీ ఆగ్రహావేశాలకు గానీ లొంగరు. పాలనలో రాణిస్తున్న వారిని ఆదరిస్తారు, విఫలమైన వారిని నిలదీస్తారు. గత ఎన్నికల్లో వచ్చిన తీర్పే ఇందుకు నిదర్శనం. — [23, 1093, 423, 1176]
article-text: చిన్న ఇన్వెస్టర్ల ప్రయోజనాలను కాపాడేందుకు సెబీ కీలక నిర్ణయాలు తీసుకుంది. షేర్ బైబ్యాక్ నిబంధనలను కఠినతరం చేస్తూ కొత్త మార్గదర్శకాలు జారీ చేసింది. ఓపెన్ మార్కెట్ బైబ్యాక్‌లను దశలవారీగా తగ్గించి, టెండర్ ఆఫర్ విధానాన్ని ప్రోత్సహించనుంది. దీనివల్ల చిన్న మదుపరులకు సమాన అవకాశాలు లభిస్తాయని నిపుణులు చెబుతున్నారు. కంపెనీల ప్రమోటర్లు బైబ్యాక్ పేరుతో ధరలను కృత్రిమంగా పెంచే అవకాశాలకు చెక్ పడనుంది. బైబ్యాక్ కోసం వెచ్చించే మొత్తంలో కనీసం 40 శాతం రిటైల్ మదుపరులకు కేటాయించాలన్న నిబంధనను పటిష్ఠంగా అమలు చేయనున్నారు. మార్కెట్ నియంత్రణ సంస్థ తాజా చర్యలతో చిన్న మదుపరుల్లో విశ్వాసం పెరుగుతుందని విశ్లేషకులు అంచనా వేస్తున్నారు. లిస్టెడ్ కంపెనీల ఆర్థిక ఫలితాల వెల్లడిలో పారదర్శకత పెంచేందుకు అదనపు నిబంధనలు తీసుకొచ్చారు. డివిడెండ్ పంపిణీ విధానంలోనూ మార్పులు చేశారు. కంపెనీలు ప్రకటించే బోనస్ షేర్ల జారీ గడువును తగ్గించారు. ఐపీఓ నిధుల వినియోగంపై పర్యవేక్షణ పెంచారు. — [441, 1627, 700, 1883]
color-bar-swatch — [1362, 2414, 1388, 2441]
minister-portrait-photo — [1303, 1597, 1468, 1756]
color-bar-swatch — [795, 2414, 821, 2441]
continued-from-page1: మొదటిపేజీ తరువాయి — [441, 140, 530, 152]
continued-from-page1: మొదటిపేజీ తరువాయి — [816, 789, 901, 799]
edition-date: 03-02-2026 — [1025, 18, 1278, 60]
article-headline-tax-holiday: టెక్ కంపెనీలకు గుడ్‌న్యూస్.. 2047 వరకు 'ట్యాక్స్ హాలిడే' — [998, 318, 1445, 383]
article-text: మార్కెట్ల ప్రభావం లేకుండా చిన్న మదుపరుల ప్రయోజనాలను పరిరక్షించడమే లక్ష్యంగా సెబీ వరుస సంస్కరణలకు శ్రీకారం చుట్టింది. అల్గో ట్రేడింగ్ దుర్వినియోగాన్ని అరికట్టేందుకు ప్రత్యేక వ్యవస్థను తీసుకురానుంది. ఫిన్‌ఫ్లుయెన్సర్ల నియంత్రణకు మార్గదర్శకాలు విడుదల చేసింది. మ్యూచువల్ ఫండ్ సంస్థల వ్యయ నిష్పత్తులపైనా సమీక్ష జరుపుతోంది. వీటన్నింటి వల్ల దీర్ఘకాలంలో మార్కెట్ పరిపక్వత పెరుగుతుందని, చిన్న మదుపరుల భాగస్వామ్యం మరింత విస్తరిస్తుందని నిపుణులు అభిప్రాయపడుతున్నారు. డెరివేటివ్ ట్రేడింగ్‌లో రిటైల్ మదుపరుల నష్టాలపై సెబీ ఇటీవల విడుదల చేసిన నివేదిక సంచలనం సృష్టించిన సంగతి తెలిసిందే. పది మందిలో తొమ్మిది మంది నష్టపోతున్నారని ఆ నివేదిక వెల్లడించింది. ఈ నేపథ్యంలో చిన్న మదుపరులను రక్షించేందుకు నియంత్రణ సంస్థ చర్యలు ముమ్మరం చేసింది. కనీస మార్జిన్ నిబంధనలు, లాట్ సైజు పెంపు వంటి చర్యలు ఇప్పటికే అమల్లోకి వచ్చాయి. — [441, 1417, 700, 1639]
color-bar-swatch — [83, 2414, 108, 2441]
article-text: నిర్మలమ్మ బడ్జెట్ అద్భుతంగా ఉందని కేంద్ర పౌర విమానయాన శాఖ మంత్రి రామ్మోహన్ నాయుడు కితాబిచ్చారు. కొత్త పన్ను విధానంలో మధ్యతరగతికి పెద్ద ఊరట కల్పించడం హర్షణీయమన్నారు. ఏపీకి రైల్వే ప్రాజెక్టులు, జాతీయ రహదారులు, విమానాశ్రయాల అభివృద్ధికి భారీగా నిధులు దక్కాయని వివరించారు. విశాఖ స్టీల్ ప్లాంట్ పరిరక్షణకు కేంద్రం కట్టుబడి ఉందన్నారు. పోలవరం ప్రాజెక్టుకు అవసరమైన నిధులన్నీ విడుదల చేస్తామని హామీ ఇచ్చారు. అమరావతి అభివృద్ధికి ప్రపంచ బ్యాంకు రుణ సహాయం కొనసాగుతుందన్నారు. రూ.12.2 లక్షల కోట్లతో చేపట్టిన మౌలిక వసతుల ప్రాజెక్టుల వల్ల ఉపాధి అవకాశాలు భారీగా పెరుగుతాయన్నారు. వినియోగం పెరిగి ఆర్థిక వ్యవస్థ మరింత బలోపేతమవుతుందని విశ్లేషించారు. పెట్టుబడుల ఆకర్షణలో ఏపీ ముందంజలో ఉంటుందని ధీమా వ్యక్తం చేశారు. 2026-27కు కేంద్ర కేటాయింపుల్లో రాష్ట్రానికి దక్కిన వాటాపై సంతృప్తి వ్యక్తం చేశారు. — [977, 1215, 1466, 1340]
color-bar-swatch — [233, 2414, 258, 2441]
article-subhead-rammohan: నిర్మలమ్మ బడ్జెట్ భేష్: రామ్మోహన్ నాయుడు — [1077, 1180, 1367, 1200]
article-divider — [441, 483, 960, 484]
color-bar-swatch — [1173, 2414, 1199, 2441]
